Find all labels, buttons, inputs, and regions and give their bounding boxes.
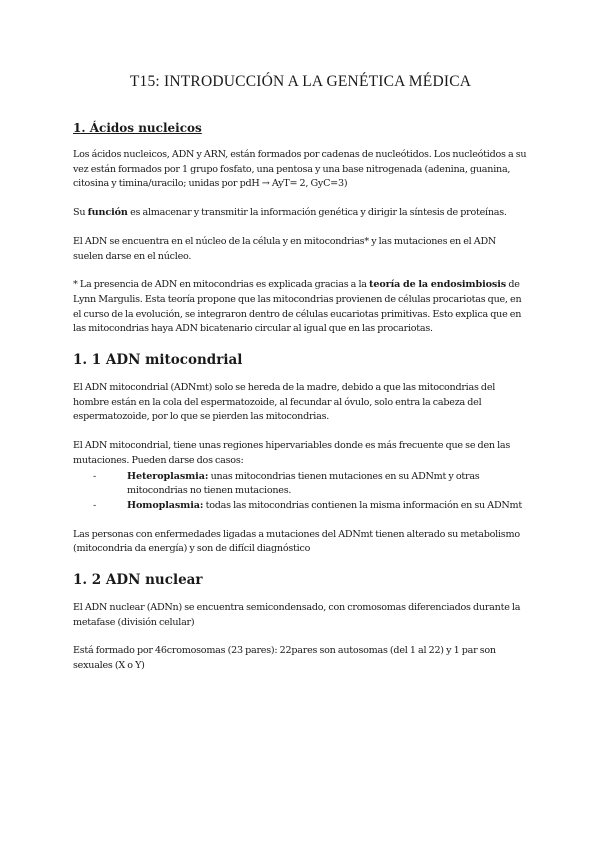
bullet-dash: - bbox=[93, 470, 96, 482]
paragraph-funcion-bold: función bbox=[87, 207, 128, 219]
section-heading-acidos-nucleicos: 1. Ácidos nucleicos bbox=[73, 121, 202, 135]
paragraph-herencia-materna: El ADN mitocondrial (ADNmt) solo se hereda de la madre, debido a que las mitocondrias del hombre están en la cola del espermatozoide, al fecundar al óvulo, solo entra la cabeza del espermatozoide, por lo que se pierden las mitocondrias. bbox=[73, 382, 496, 423]
page-content bbox=[73, 72, 528, 688]
list-item-heteroplasmia bbox=[93, 470, 528, 499]
paragraph-endosimbiosis-post: de Lynn Margulis. Esta teoría propone que las mitocondrias provienen de células procariotas que, en el curso de la evolución, se integraron dentro de células eucariotas primitivas. Esto explica que en las mitocondrias haya ADN bicatenario circular al igual que en las procariotas. bbox=[73, 279, 522, 335]
section-heading-adn-nuclear: 1. 2 ADN nuclear bbox=[73, 572, 203, 589]
section-heading-adn-mitocondrial: 1. 1 ADN mitocondrial bbox=[73, 352, 243, 369]
paragraph-endosimbiosis-bold: teoría de la endosimbiosis bbox=[369, 279, 507, 291]
bullet-list-plasmia bbox=[73, 470, 528, 514]
definition-heteroplasmia: unas mitocondrias tienen mutaciones en su ADNmt y otras mitocondrias no tienen mutaciones. bbox=[127, 470, 480, 497]
term-heteroplasmia: Heteroplasmia: bbox=[127, 470, 209, 482]
document-title: T15: INTRODUCCIÓN A LA GENÉTICA MÉDICA bbox=[129, 73, 472, 90]
paragraph-regiones-hipervariables: El ADN mitocondrial, tiene unas regiones hipervariables donde es más frecuente que se den las mutaciones. Pueden darse dos casos: bbox=[73, 440, 511, 466]
paragraph-funcion bbox=[73, 206, 528, 221]
paragraph-cromosomas: Está formado por 46cromosomas (23 pares): 22pares son autosomas (del 1 al 22) y 1 par son sexuales (X o Y) bbox=[73, 645, 496, 672]
term-homoplasmia: Homoplasmia: bbox=[127, 499, 204, 511]
paragraph-enfermedades-adnmt: Las personas con enfermedades ligadas a mutaciones del ADNmt tienen alterado su metabolismo (mitocondria da energía) y son de difícil diagnóstico bbox=[73, 528, 520, 555]
paragraph-adn-nuclear: El ADN nuclear (ADNn) se encuentra semicondensado, con cromosomas diferenciados durante la metafase (división celular) bbox=[73, 602, 521, 628]
paragraph-localizacion-adn: El ADN se encuentra en el núcleo de la célula y en mitocondrias* y las mutaciones en el ADN suelen darse en el núcleo. bbox=[73, 235, 497, 262]
list-item-homoplasmia bbox=[93, 499, 528, 514]
paragraph-endosimbiosis-pre: * La presencia de ADN en mitocondrias es explicada gracias a la bbox=[73, 279, 370, 291]
paragraph-funcion-post: es almacenar y transmitir la información genética y dirigir la síntesis de proteínas. bbox=[127, 207, 507, 219]
paragraph-funcion-pre: Su bbox=[73, 207, 88, 219]
definition-homoplasmia: todas las mitocondrias contienen la misma información en su ADNmt bbox=[203, 499, 522, 511]
paragraph-nucleotidos: Los ácidos nucleicos, ADN y ARN, están formados por cadenas de nucleótidos. Los nucleótidos a su vez están formados por 1 grupo fosfato, una pentosa y una base nitrogenada (adenina, guanina, citosina y timina/uracilo; unidas por pdH → AyT= 2, GyC=3) bbox=[73, 149, 527, 190]
paragraph-endosimbiosis bbox=[73, 278, 528, 337]
bullet-dash: - bbox=[93, 499, 96, 511]
